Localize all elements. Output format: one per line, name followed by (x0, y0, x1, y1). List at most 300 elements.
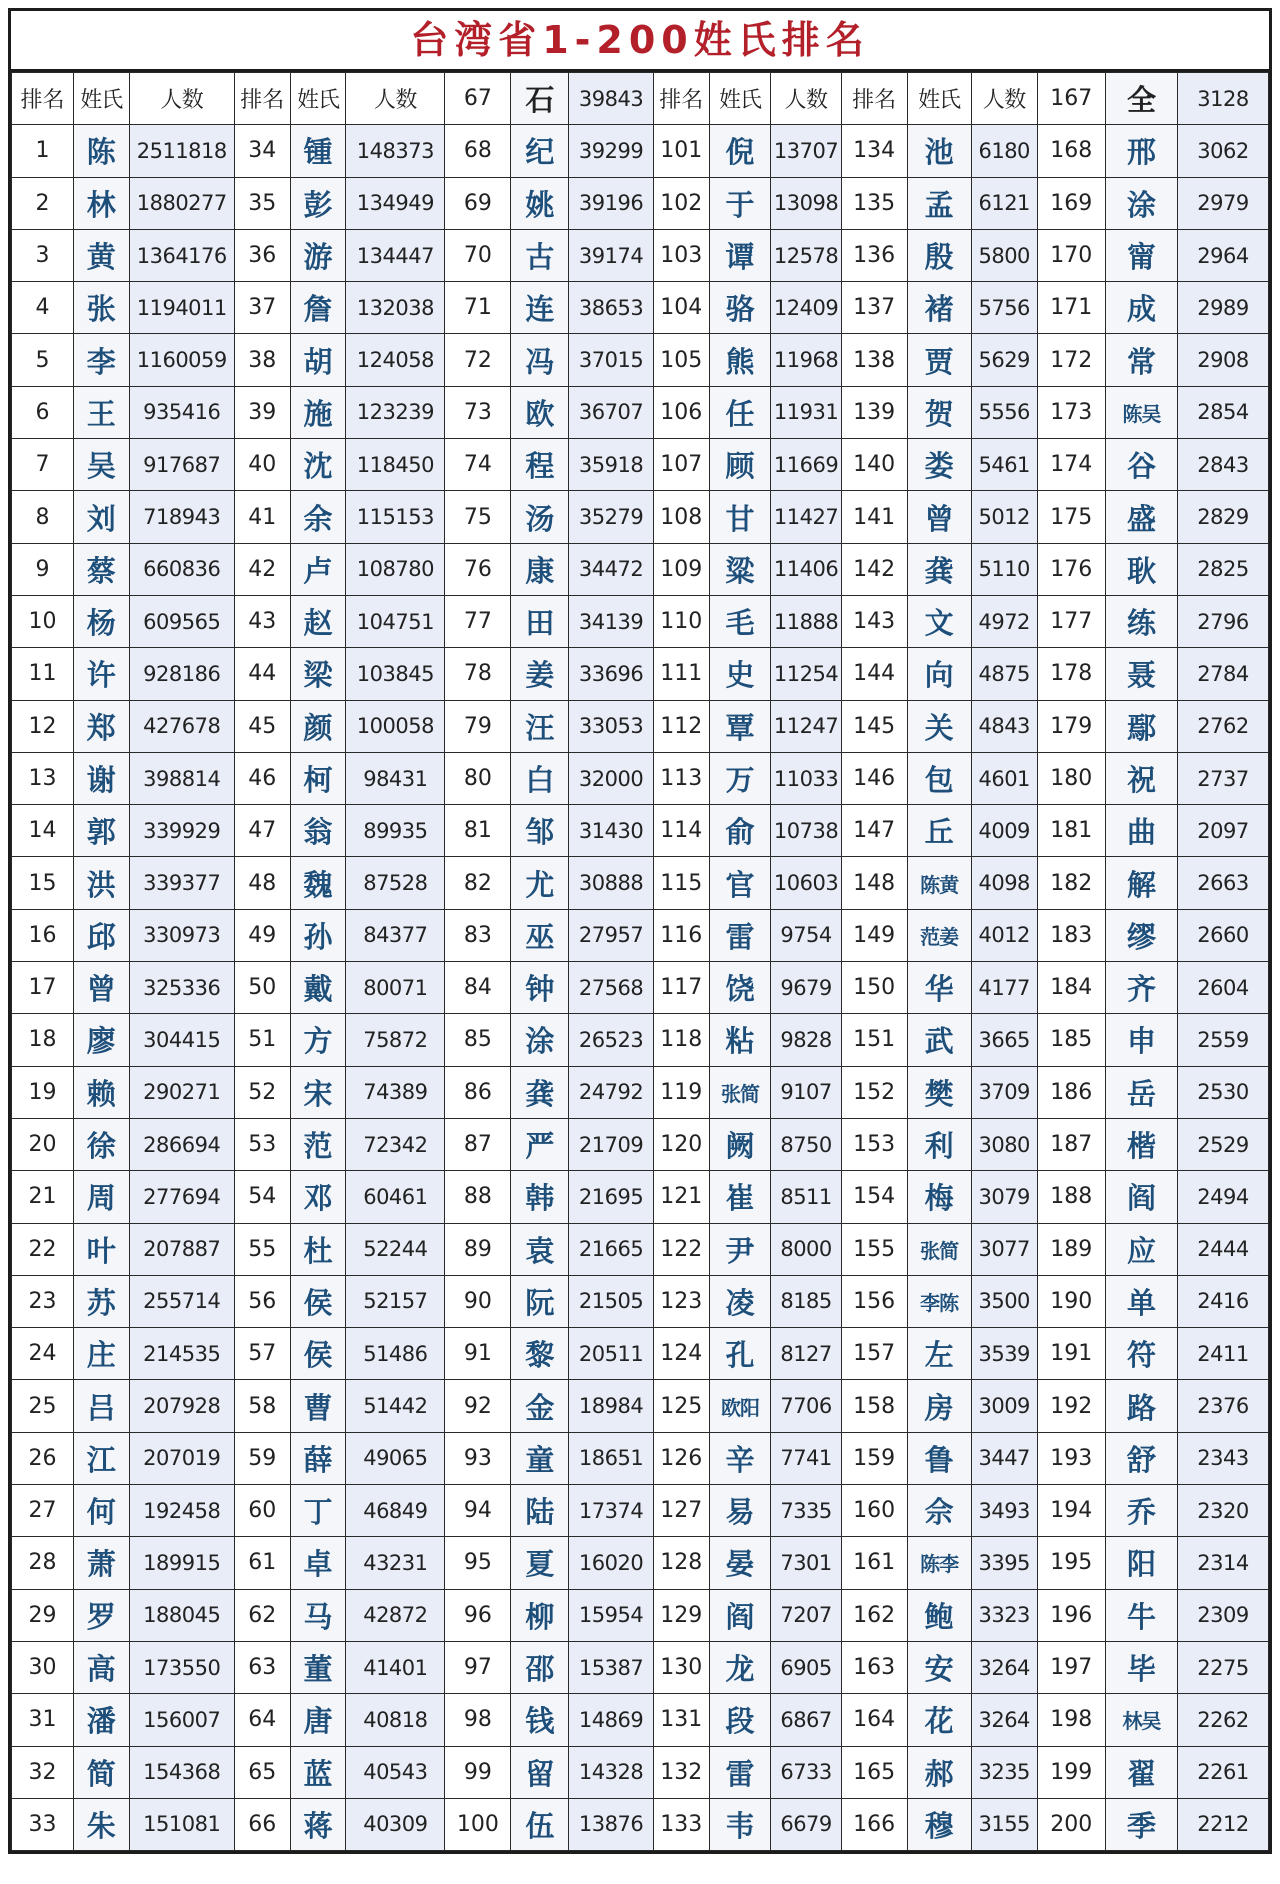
population-cell: 8185 (771, 1275, 841, 1327)
surname-cell: 方 (290, 1014, 346, 1066)
surname-cell: 任 (709, 386, 771, 438)
rank-cell: 89 (445, 1223, 511, 1275)
rank-cell: 99 (445, 1746, 511, 1798)
rank-cell: 19 (12, 1066, 74, 1118)
surname-cell: 廖 (73, 1014, 129, 1066)
surname-cell: 鲁 (907, 1432, 971, 1484)
table-row (12, 177, 1269, 229)
population-cell: 3665 (971, 1014, 1037, 1066)
surname-cell: 曾 (907, 491, 971, 543)
population-cell: 2261 (1178, 1746, 1269, 1798)
surname-cell: 阙 (709, 1118, 771, 1170)
population-cell: 4012 (971, 909, 1037, 961)
surname-cell: 彭 (290, 177, 346, 229)
rank-cell: 78 (445, 648, 511, 700)
surname-cell: 白 (511, 752, 569, 804)
surname-cell: 杜 (290, 1223, 346, 1275)
population-cell: 17374 (569, 1485, 654, 1537)
population-cell: 3155 (971, 1798, 1037, 1850)
rank-cell: 128 (653, 1537, 709, 1589)
surname-cell: 范姜 (907, 909, 971, 961)
surname-cell: 魏 (290, 857, 346, 909)
surname-cell: 李陈 (907, 1275, 971, 1327)
rank-cell: 106 (653, 386, 709, 438)
surname-cell: 翟 (1105, 1746, 1177, 1798)
surname-cell: 文 (907, 595, 971, 647)
rank-cell: 70 (445, 229, 511, 281)
rank-cell: 23 (12, 1275, 74, 1327)
surname-cell: 许 (73, 648, 129, 700)
header-cell: 姓氏 (709, 73, 771, 125)
rank-cell: 183 (1037, 909, 1105, 961)
rank-cell: 125 (653, 1380, 709, 1432)
rank-cell: 60 (234, 1485, 290, 1537)
surname-cell: 袁 (511, 1223, 569, 1275)
rank-cell: 77 (445, 595, 511, 647)
rank-cell: 196 (1037, 1589, 1105, 1641)
population-cell: 39299 (569, 125, 654, 177)
population-cell: 4972 (971, 595, 1037, 647)
surname-cell: 张 (73, 282, 129, 334)
surname-cell: 童 (511, 1432, 569, 1484)
population-cell: 84377 (346, 909, 445, 961)
population-cell: 123239 (346, 386, 445, 438)
population-cell: 3539 (971, 1328, 1037, 1380)
table-row (12, 1485, 1269, 1537)
surname-cell: 江 (73, 1432, 129, 1484)
surname-cell: 邵 (511, 1641, 569, 1693)
rank-cell: 103 (653, 229, 709, 281)
rank-cell: 188 (1037, 1171, 1105, 1223)
rank-cell: 119 (653, 1066, 709, 1118)
surname-cell: 黎 (511, 1328, 569, 1380)
surname-cell: 郑 (73, 700, 129, 752)
population-cell: 51442 (346, 1380, 445, 1432)
surname-cell: 樊 (907, 1066, 971, 1118)
rank-cell: 50 (234, 962, 290, 1014)
surname-cell: 顾 (709, 439, 771, 491)
rank-cell: 195 (1037, 1537, 1105, 1589)
surname-cell: 王 (73, 386, 129, 438)
surname-cell: 李 (73, 334, 129, 386)
surname-cell: 伍 (511, 1798, 569, 1850)
rank-cell: 154 (841, 1171, 907, 1223)
surname-cell: 锺 (290, 125, 346, 177)
population-cell: 2212 (1178, 1798, 1269, 1850)
surname-cell: 符 (1105, 1328, 1177, 1380)
rank-cell: 185 (1037, 1014, 1105, 1066)
surname-cell: 涂 (1105, 177, 1177, 229)
rank-cell: 153 (841, 1118, 907, 1170)
table-row (12, 1171, 1269, 1223)
rank-cell: 48 (234, 857, 290, 909)
rank-cell: 53 (234, 1118, 290, 1170)
surname-cell: 夏 (511, 1537, 569, 1589)
rank-cell: 24 (12, 1328, 74, 1380)
rank-cell: 138 (841, 334, 907, 386)
population-cell: 330973 (129, 909, 234, 961)
population-cell: 2314 (1178, 1537, 1269, 1589)
rank-cell: 65 (234, 1746, 290, 1798)
population-cell: 2376 (1178, 1380, 1269, 1432)
rank-cell: 10 (12, 595, 74, 647)
ranking-table (11, 72, 1269, 1851)
population-cell: 5629 (971, 334, 1037, 386)
population-cell: 7335 (771, 1485, 841, 1537)
population-cell: 2411 (1178, 1328, 1269, 1380)
rank-cell: 127 (653, 1485, 709, 1537)
rank-cell: 73 (445, 386, 511, 438)
rank-cell: 41 (234, 491, 290, 543)
surname-cell: 徐 (73, 1118, 129, 1170)
surname-cell: 史 (709, 648, 771, 700)
table-row (12, 752, 1269, 804)
population-cell: 21505 (569, 1275, 654, 1327)
population-cell: 40309 (346, 1798, 445, 1850)
population-cell: 2511818 (129, 125, 234, 177)
population-cell: 49065 (346, 1432, 445, 1484)
rank-cell: 4 (12, 282, 74, 334)
population-cell: 104751 (346, 595, 445, 647)
rank-cell: 95 (445, 1537, 511, 1589)
population-cell: 15387 (569, 1641, 654, 1693)
rank-cell: 100 (445, 1798, 511, 1850)
population-cell: 6867 (771, 1694, 841, 1746)
rank-cell: 135 (841, 177, 907, 229)
rank-cell: 52 (234, 1066, 290, 1118)
population-cell: 11669 (771, 439, 841, 491)
surname-cell: 潘 (73, 1694, 129, 1746)
rank-cell: 163 (841, 1641, 907, 1693)
surname-cell: 何 (73, 1485, 129, 1537)
surname-cell: 于 (709, 177, 771, 229)
rank-cell: 29 (12, 1589, 74, 1641)
surname-cell: 游 (290, 229, 346, 281)
rank-cell: 51 (234, 1014, 290, 1066)
surname-cell: 齐 (1105, 962, 1177, 1014)
surname-cell: 梁 (290, 648, 346, 700)
surname-cell: 金 (511, 1380, 569, 1432)
rank-cell: 129 (653, 1589, 709, 1641)
rank-cell: 189 (1037, 1223, 1105, 1275)
rank-cell: 42 (234, 543, 290, 595)
surname-cell: 谷 (1105, 439, 1177, 491)
population-cell: 154368 (129, 1746, 234, 1798)
rank-cell: 86 (445, 1066, 511, 1118)
population-cell: 6679 (771, 1798, 841, 1850)
population-cell: 134949 (346, 177, 445, 229)
surname-cell: 蓝 (290, 1746, 346, 1798)
population-cell: 2829 (1178, 491, 1269, 543)
surname-cell: 熊 (709, 334, 771, 386)
population-cell: 4177 (971, 962, 1037, 1014)
surname-cell: 阮 (511, 1275, 569, 1327)
surname-cell: 洪 (73, 857, 129, 909)
surname-cell: 胡 (290, 334, 346, 386)
rank-cell: 123 (653, 1275, 709, 1327)
header-cell: 姓氏 (907, 73, 971, 125)
population-cell: 2908 (1178, 334, 1269, 386)
rank-cell: 122 (653, 1223, 709, 1275)
surname-cell: 施 (290, 386, 346, 438)
header-cell: 排名 (841, 73, 907, 125)
population-cell: 2097 (1178, 805, 1269, 857)
surname-cell: 汤 (511, 491, 569, 543)
rank-cell: 36 (234, 229, 290, 281)
header-cell: 3128 (1178, 73, 1269, 125)
rank-cell: 92 (445, 1380, 511, 1432)
surname-cell: 钟 (511, 962, 569, 1014)
rank-cell: 187 (1037, 1118, 1105, 1170)
rank-cell: 164 (841, 1694, 907, 1746)
population-cell: 37015 (569, 334, 654, 386)
header-cell: 排名 (234, 73, 290, 125)
rank-cell: 133 (653, 1798, 709, 1850)
table-row (12, 491, 1269, 543)
rank-cell: 2 (12, 177, 74, 229)
surname-cell: 朱 (73, 1798, 129, 1850)
rank-cell: 193 (1037, 1432, 1105, 1484)
surname-cell: 柳 (511, 1589, 569, 1641)
population-cell: 2530 (1178, 1066, 1269, 1118)
population-cell: 27957 (569, 909, 654, 961)
population-cell: 41401 (346, 1641, 445, 1693)
rank-cell: 140 (841, 439, 907, 491)
table-row (12, 1118, 1269, 1170)
page-title: 台湾省1-200姓氏排名 (11, 11, 1269, 72)
population-cell: 2660 (1178, 909, 1269, 961)
surname-cell: 谭 (709, 229, 771, 281)
surname-cell: 张简 (907, 1223, 971, 1275)
table-row (12, 857, 1269, 909)
surname-cell: 冯 (511, 334, 569, 386)
rank-cell: 35 (234, 177, 290, 229)
rank-cell: 172 (1037, 334, 1105, 386)
surname-cell: 辛 (709, 1432, 771, 1484)
header-cell: 姓氏 (290, 73, 346, 125)
surname-cell: 祝 (1105, 752, 1177, 804)
table-row (12, 1746, 1269, 1798)
population-cell: 3264 (971, 1694, 1037, 1746)
population-cell: 5012 (971, 491, 1037, 543)
surname-cell: 段 (709, 1694, 771, 1746)
rank-cell: 179 (1037, 700, 1105, 752)
rank-cell: 20 (12, 1118, 74, 1170)
rank-cell: 147 (841, 805, 907, 857)
population-cell: 80071 (346, 962, 445, 1014)
population-cell: 4601 (971, 752, 1037, 804)
header-cell: 姓氏 (73, 73, 129, 125)
rank-cell: 117 (653, 962, 709, 1014)
rank-cell: 175 (1037, 491, 1105, 543)
surname-cell: 阳 (1105, 1537, 1177, 1589)
population-cell: 3062 (1178, 125, 1269, 177)
rank-cell: 7 (12, 439, 74, 491)
surname-cell: 詹 (290, 282, 346, 334)
surname-cell: 马 (290, 1589, 346, 1641)
rank-cell: 83 (445, 909, 511, 961)
rank-cell: 200 (1037, 1798, 1105, 1850)
population-cell: 34139 (569, 595, 654, 647)
population-cell: 5800 (971, 229, 1037, 281)
population-cell: 39174 (569, 229, 654, 281)
rank-cell: 104 (653, 282, 709, 334)
rank-cell: 88 (445, 1171, 511, 1223)
surname-cell: 单 (1105, 1275, 1177, 1327)
rank-cell: 109 (653, 543, 709, 595)
population-cell: 52244 (346, 1223, 445, 1275)
rank-cell: 72 (445, 334, 511, 386)
rank-cell: 47 (234, 805, 290, 857)
table-row (12, 1328, 1269, 1380)
table-row (12, 125, 1269, 177)
surname-cell: 粱 (709, 543, 771, 595)
surname-cell: 古 (511, 229, 569, 281)
rank-cell: 134 (841, 125, 907, 177)
rank-cell: 69 (445, 177, 511, 229)
rank-cell: 115 (653, 857, 709, 909)
rank-cell: 82 (445, 857, 511, 909)
population-cell: 2663 (1178, 857, 1269, 909)
surname-cell: 柯 (290, 752, 346, 804)
population-cell: 3080 (971, 1118, 1037, 1170)
population-cell: 8127 (771, 1328, 841, 1380)
surname-ranking-sheet (8, 8, 1272, 1854)
table-row (12, 1275, 1269, 1327)
surname-cell: 丁 (290, 1485, 346, 1537)
header-cell: 排名 (653, 73, 709, 125)
header-cell: 167 (1037, 73, 1105, 125)
surname-cell: 孟 (907, 177, 971, 229)
rank-cell: 11 (12, 648, 74, 700)
rank-cell: 84 (445, 962, 511, 1014)
population-cell: 20511 (569, 1328, 654, 1380)
rank-cell: 110 (653, 595, 709, 647)
population-cell: 7207 (771, 1589, 841, 1641)
rank-cell: 169 (1037, 177, 1105, 229)
rank-cell: 93 (445, 1432, 511, 1484)
population-cell: 132038 (346, 282, 445, 334)
population-cell: 325336 (129, 962, 234, 1014)
surname-cell: 谢 (73, 752, 129, 804)
population-cell: 1880277 (129, 177, 234, 229)
population-cell: 2309 (1178, 1589, 1269, 1641)
rank-cell: 101 (653, 125, 709, 177)
population-cell: 3447 (971, 1432, 1037, 1484)
surname-cell: 倪 (709, 125, 771, 177)
rank-cell: 32 (12, 1746, 74, 1798)
surname-cell: 包 (907, 752, 971, 804)
rank-cell: 68 (445, 125, 511, 177)
surname-cell: 路 (1105, 1380, 1177, 1432)
population-cell: 11968 (771, 334, 841, 386)
population-cell: 718943 (129, 491, 234, 543)
surname-cell: 缪 (1105, 909, 1177, 961)
rank-cell: 156 (841, 1275, 907, 1327)
population-cell: 40818 (346, 1694, 445, 1746)
rank-cell: 151 (841, 1014, 907, 1066)
surname-cell: 练 (1105, 595, 1177, 647)
population-cell: 18984 (569, 1380, 654, 1432)
rank-cell: 63 (234, 1641, 290, 1693)
surname-cell: 梅 (907, 1171, 971, 1223)
surname-cell: 余 (290, 491, 346, 543)
rank-cell: 25 (12, 1380, 74, 1432)
population-cell: 134447 (346, 229, 445, 281)
table-row (12, 1798, 1269, 1850)
rank-cell: 71 (445, 282, 511, 334)
population-cell: 40543 (346, 1746, 445, 1798)
population-cell: 214535 (129, 1328, 234, 1380)
surname-cell: 雷 (709, 1746, 771, 1798)
population-cell: 2343 (1178, 1432, 1269, 1484)
table-row (12, 1432, 1269, 1484)
population-cell: 2275 (1178, 1641, 1269, 1693)
table-row (12, 805, 1269, 857)
rank-cell: 5 (12, 334, 74, 386)
population-cell: 1194011 (129, 282, 234, 334)
population-cell: 2604 (1178, 962, 1269, 1014)
rank-cell: 75 (445, 491, 511, 543)
rank-cell: 38 (234, 334, 290, 386)
rank-cell: 34 (234, 125, 290, 177)
surname-cell: 季 (1105, 1798, 1177, 1850)
surname-cell: 佘 (907, 1485, 971, 1537)
rank-cell: 121 (653, 1171, 709, 1223)
population-cell: 2796 (1178, 595, 1269, 647)
surname-cell: 康 (511, 543, 569, 595)
rank-cell: 130 (653, 1641, 709, 1693)
rank-cell: 12 (12, 700, 74, 752)
surname-cell: 庄 (73, 1328, 129, 1380)
rank-cell: 160 (841, 1485, 907, 1537)
population-cell: 87528 (346, 857, 445, 909)
surname-cell: 杨 (73, 595, 129, 647)
surname-cell: 翁 (290, 805, 346, 857)
population-cell: 148373 (346, 125, 445, 177)
table-row (12, 1223, 1269, 1275)
table-row (12, 1380, 1269, 1432)
rank-cell: 197 (1037, 1641, 1105, 1693)
rank-cell: 126 (653, 1432, 709, 1484)
population-cell: 4843 (971, 700, 1037, 752)
population-cell: 51486 (346, 1328, 445, 1380)
population-cell: 8000 (771, 1223, 841, 1275)
population-cell: 75872 (346, 1014, 445, 1066)
population-cell: 2559 (1178, 1014, 1269, 1066)
population-cell: 3264 (971, 1641, 1037, 1693)
population-cell: 2843 (1178, 439, 1269, 491)
population-cell: 2737 (1178, 752, 1269, 804)
rank-cell: 148 (841, 857, 907, 909)
surname-cell: 韩 (511, 1171, 569, 1223)
surname-cell: 曾 (73, 962, 129, 1014)
population-cell: 7301 (771, 1537, 841, 1589)
population-cell: 2784 (1178, 648, 1269, 700)
population-cell: 3009 (971, 1380, 1037, 1432)
population-cell: 11427 (771, 491, 841, 543)
population-cell: 12578 (771, 229, 841, 281)
population-cell: 151081 (129, 1798, 234, 1850)
population-cell: 2762 (1178, 700, 1269, 752)
population-cell: 13098 (771, 177, 841, 229)
rank-cell: 194 (1037, 1485, 1105, 1537)
population-cell: 2979 (1178, 177, 1269, 229)
ranking-table-body (12, 73, 1269, 1851)
population-cell: 6121 (971, 177, 1037, 229)
surname-cell: 池 (907, 125, 971, 177)
table-row (12, 334, 1269, 386)
